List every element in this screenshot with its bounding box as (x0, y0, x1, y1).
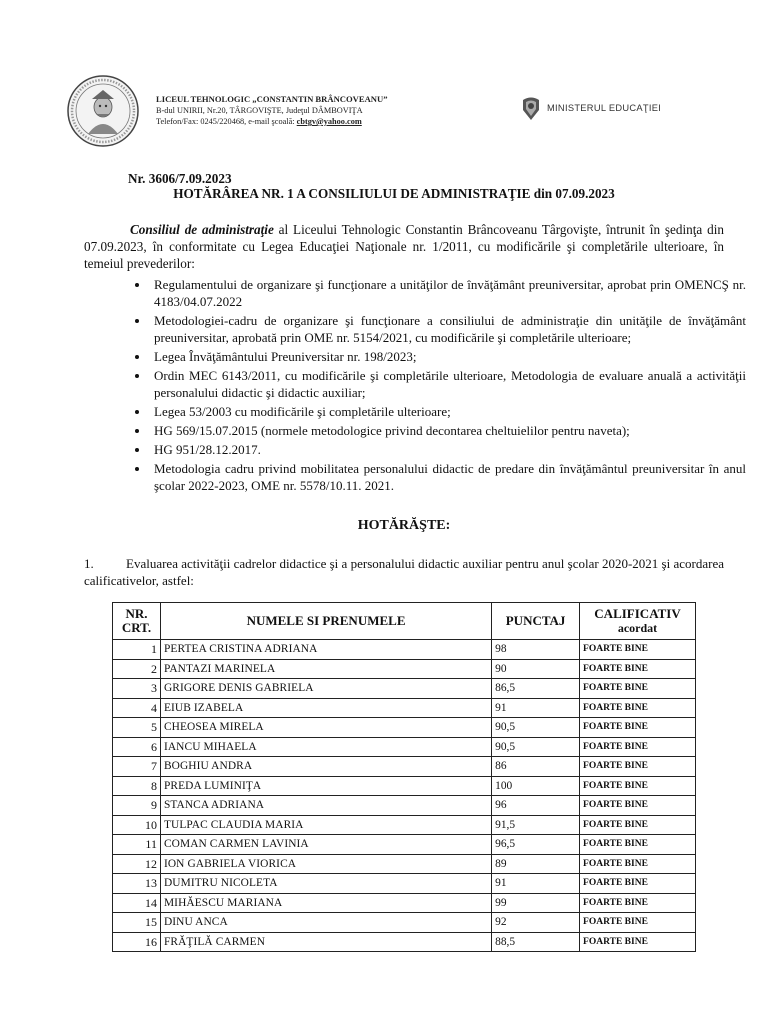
row-number: 11 (113, 835, 161, 855)
table-row (113, 815, 696, 835)
row-grade: FOARTE BINE (580, 718, 696, 738)
document-title: HOTĂRÂREA NR. 1 A CONSILIULUI DE ADMINISTRAŢIE din 07.09.2023 (173, 186, 615, 201)
row-score: 92 (492, 913, 580, 933)
header-score: PUNCTAJ (492, 603, 580, 640)
row-number: 13 (113, 874, 161, 894)
row-number: 5 (113, 718, 161, 738)
row-number: 8 (113, 776, 161, 796)
row-grade: FOARTE BINE (580, 913, 696, 933)
row-grade: FOARTE BINE (580, 932, 696, 952)
legal-basis-item: • Ordin MEC 6143/2011, cu modificările şi completările ulterioare, Metodologia de evaluare anuală a activităţii personalului didactic şi didactic auxiliar; (150, 367, 746, 401)
row-grade: FOARTE BINE (580, 893, 696, 913)
row-name: PREDA LUMINIŢA (160, 776, 491, 796)
row-score: 91 (492, 698, 580, 718)
row-grade: FOARTE BINE (580, 698, 696, 718)
row-grade: FOARTE BINE (580, 737, 696, 757)
row-score: 96 (492, 796, 580, 816)
legal-basis-item: • HG 569/15.07.2015 (normele metodologice privind decontarea cheltuielilor pentru naveta); (150, 422, 746, 439)
row-score: 90 (492, 659, 580, 679)
row-score: 88,5 (492, 932, 580, 952)
header-crt: NR. CRT. (113, 603, 161, 640)
row-score: 89 (492, 854, 580, 874)
decision-item-number: 1. (84, 556, 94, 571)
table-row (113, 932, 696, 952)
decision-item-text: Evaluarea activităţii cadrelor didactice şi a personalului didactic auxiliar pentru anul şcolar 2020-2021 şi acordarea calificativelor, astfel: (84, 556, 724, 588)
table-row (113, 893, 696, 913)
header-grade: CALIFICATIV acordat (580, 603, 696, 640)
row-score: 86 (492, 757, 580, 777)
row-number: 16 (113, 932, 161, 952)
row-grade: FOARTE BINE (580, 854, 696, 874)
table-body (113, 640, 696, 952)
row-score: 86,5 (492, 679, 580, 699)
intro-text: al Liceului Tehnologic Constantin Brâncoveanu Târgovişte, întrunit în şedinţa din 07.09.2023, în conformitate cu Legea Educaţiei Naţionale nr. 1/2011, cu modificările şi completările ulterioare, în temeiul prevederilor: (84, 222, 724, 271)
row-score: 99 (492, 893, 580, 913)
legal-basis-item: • Metodologiei-cadru de organizare şi funcţionare a consiliului de administraţie din unităţile de învăţământ preuniversitar, aprobată prin OME nr. 5154/2021, cu modificările şi completările ulterioare; (150, 312, 746, 346)
row-name: IANCU MIHAELA (160, 737, 491, 757)
table-row (113, 874, 696, 894)
row-score: 96,5 (492, 835, 580, 855)
row-name: STANCA ADRIANA (160, 796, 491, 816)
row-grade: FOARTE BINE (580, 757, 696, 777)
row-grade: FOARTE BINE (580, 679, 696, 699)
row-name: COMAN CARMEN LAVINIA (160, 835, 491, 855)
row-grade: FOARTE BINE (580, 776, 696, 796)
row-number: 4 (113, 698, 161, 718)
legal-basis-list (130, 276, 746, 496)
school-contact (156, 116, 456, 127)
row-score: 91,5 (492, 815, 580, 835)
grades-table (112, 602, 696, 952)
row-number: 6 (113, 737, 161, 757)
row-name: TULPAC CLAUDIA MARIA (160, 815, 491, 835)
row-name: DUMITRU NICOLETA (160, 874, 491, 894)
decides-heading: HOTĂRĂŞTE: (357, 518, 451, 533)
row-name: CHEOSEA MIRELA (160, 718, 491, 738)
row-name: PERTEA CRISTINA ADRIANA (160, 640, 491, 660)
row-number: 12 (113, 854, 161, 874)
table-row (113, 640, 696, 660)
table-row (113, 854, 696, 874)
school-name: LICEUL TEHNOLOGIC „CONSTANTIN BRÂNCOVEANU” (156, 94, 388, 104)
legal-basis-item: • Legea Învăţământului Preuniversitar nr. 198/2023; (150, 348, 746, 365)
coat-of-arms-icon (520, 96, 542, 120)
legal-basis-item: • Legea 53/2003 cu modificările şi completările ulterioare; (150, 403, 746, 420)
row-name: ION GABRIELA VIORICA (160, 854, 491, 874)
table-header-row (113, 603, 696, 640)
row-grade: FOARTE BINE (580, 796, 696, 816)
row-grade: FOARTE BINE (580, 815, 696, 835)
table-row (113, 698, 696, 718)
intro-lead: Consiliul de administraţie (130, 222, 274, 237)
row-name: FRĂŢILĂ CARMEN (160, 932, 491, 952)
row-name: GRIGORE DENIS GABRIELA (160, 679, 491, 699)
header-name: NUMELE SI PRENUMELE (160, 603, 491, 640)
intro-paragraph (84, 221, 724, 272)
school-email-link[interactable]: cbtgv@yahoo.com (296, 117, 362, 126)
table-row (113, 796, 696, 816)
row-number: 7 (113, 757, 161, 777)
table-row (113, 718, 696, 738)
row-grade: FOARTE BINE (580, 640, 696, 660)
row-number: 15 (113, 913, 161, 933)
decision-item-1 (84, 555, 724, 589)
document-number: Nr. 3606/7.09.2023 (128, 171, 232, 186)
row-grade: FOARTE BINE (580, 874, 696, 894)
row-name: PANTAZI MARINELA (160, 659, 491, 679)
table-row (113, 737, 696, 757)
row-score: 90,5 (492, 737, 580, 757)
legal-basis-item: • HG 951/28.12.2017. (150, 441, 746, 458)
legal-basis-item: • Regulamentului de organizare şi funcţionare a unităţilor de învăţământ preuniversitar, aprobat prin OMENCŞ nr. 4183/04.07.2022 (150, 276, 746, 310)
row-number: 9 (113, 796, 161, 816)
row-number: 14 (113, 893, 161, 913)
school-header (156, 94, 456, 127)
row-number: 10 (113, 815, 161, 835)
row-number: 1 (113, 640, 161, 660)
table-row (113, 835, 696, 855)
table-row (113, 913, 696, 933)
legal-basis-item: • Metodologia cadru privind mobilitatea personalului didactic de predare din învăţământul preuniversitar în anul şcolar 2022-2023, OME nr. 5578/10.11. 2021. (150, 460, 746, 494)
row-name: BOGHIU ANDRA (160, 757, 491, 777)
row-name: MIHĂESCU MARIANA (160, 893, 491, 913)
row-score: 90,5 (492, 718, 580, 738)
ministry-name: MINISTERUL EDUCAŢIEI (547, 103, 662, 113)
row-score: 98 (492, 640, 580, 660)
row-grade: FOARTE BINE (580, 659, 696, 679)
school-phone: Telefon/Fax: 0245/220468, e-mail şcoală: (156, 117, 297, 126)
ministry-header (520, 96, 661, 120)
school-address: B-dul UNIRII, Nr.20, TÂRGOVIŞTE, Judeţul DÂMBOVIŢA (156, 106, 363, 115)
table-row (113, 659, 696, 679)
row-score: 91 (492, 874, 580, 894)
row-name: EIUB IZABELA (160, 698, 491, 718)
table-row (113, 679, 696, 699)
table-row (113, 757, 696, 777)
row-number: 3 (113, 679, 161, 699)
row-name: DINU ANCA (160, 913, 491, 933)
table-row (113, 776, 696, 796)
row-score: 100 (492, 776, 580, 796)
row-grade: FOARTE BINE (580, 835, 696, 855)
row-number: 2 (113, 659, 161, 679)
school-seal-icon (66, 74, 140, 148)
